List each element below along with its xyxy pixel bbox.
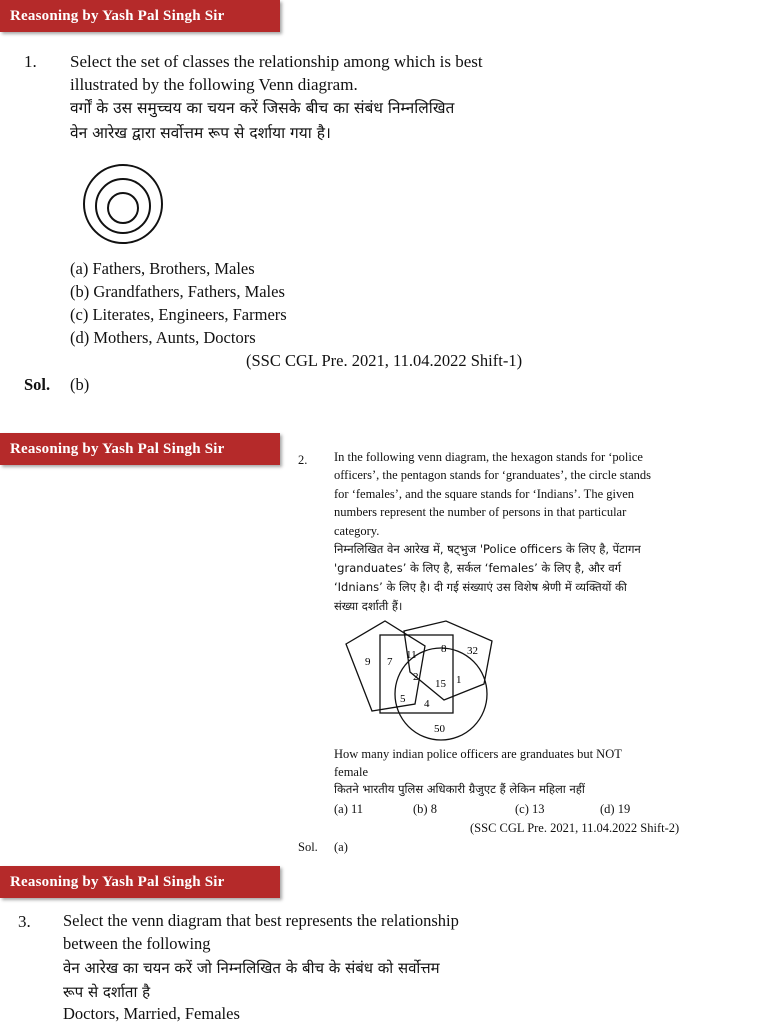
header-banner: Reasoning by Yash Pal Singh Sir [0,433,280,465]
shapes-venn-diagram [340,616,500,742]
exam-source: (SSC CGL Pre. 2021, 11.04.2022 Shift-1) [246,351,523,370]
region-label: 8 [441,643,447,655]
region-label: 7 [387,656,393,668]
option-d: (d) 19 [600,802,631,816]
question-prompt-hindi: कितने भारतीय पुलिस अधिकारी ग्रैजुएट हैं लेकिन महिला नहीं [334,782,585,796]
header-banner: Reasoning by Yash Pal Singh Sir [0,0,280,32]
question-text-hindi: वेन आरेख द्वारा सर्वोत्तम रूप से दर्शाया गया है। [70,124,331,142]
question-prompt: female [334,765,369,779]
question-text: category. [334,524,380,538]
region-label: 5 [400,693,406,705]
question-text-hindi: संख्या दर्शाती हैं। [334,599,403,613]
question-classes: Doctors, Married, Females [63,1004,240,1023]
question-text: numbers represent the number of persons in that particular [334,505,627,519]
question-text: for ‘females’, and the square stands for ‘Indians’. The given [334,487,635,501]
question-text: Select the venn diagram that best represents the relationship [63,911,459,930]
option-c: (c) Literates, Engineers, Farmers [70,305,287,324]
question-prompt: How many indian police officers are granduates but NOT [334,747,622,761]
option-b: (b) Grandfathers, Fathers, Males [70,282,285,301]
option-c: (c) 13 [515,802,545,816]
question-text: In the following venn diagram, the hexagon stands for ‘police [334,450,643,464]
question-text-hindi: वर्गों के उस समुच्चय का चयन करें जिसके बीच का संबंध निम्नलिखित [70,99,455,117]
solution-answer: (b) [70,375,90,394]
region-label: 2 [413,671,419,683]
option-a: (a) Fathers, Brothers, Males [70,259,255,278]
option-d: (d) Mothers, Aunts, Doctors [70,328,256,347]
option-b: (b) 8 [413,802,437,816]
solution-label: Sol. [24,375,51,394]
region-label: 4 [424,698,430,710]
inner-circle [108,193,138,223]
question-number: 1. [24,52,37,71]
region-label: 50 [434,723,445,735]
question-text: between the following [63,934,211,953]
region-label: 32 [467,645,478,657]
question-text-hindi: रूप से दर्शाता है [63,983,151,1001]
solution-answer: (a) [334,840,348,854]
region-label: 9 [365,656,371,668]
question-text: illustrated by the following Venn diagram. [70,75,358,94]
question-number: 3. [18,912,31,931]
exam-source: (SSC CGL Pre. 2021, 11.04.2022 Shift-2) [470,821,680,835]
middle-circle [96,179,150,233]
option-a: (a) 11 [334,802,364,816]
region-label: 11 [406,649,417,661]
concentric-circles-diagram [82,155,164,255]
header-banner: Reasoning by Yash Pal Singh Sir [0,866,280,898]
question-text-hindi: ‘Idnians’ के लिए है। दी गई संख्याएं उस विशेष श्रेणी में व्यक्तियों की [334,580,627,594]
question-number: 2. [298,453,308,467]
question-text: officers’, the pentagon stands for ‘granduates’, the circle stands [334,468,652,482]
question-text-hindi: 'granduates’ के लिए है, सर्कल ‘females’ के लिए है, और वर्ग [334,561,622,575]
question-text-hindi: वेन आरेख का चयन करें जो निम्नलिखित के बीच के संबंध को सर्वोत्तम [63,959,440,977]
region-label: 1 [456,674,462,686]
question-text-hindi: निम्नलिखित वेन आरेख में, षट्भुज 'Police officers के लिए है, पेंटागन [334,542,641,556]
question-text: Select the set of classes the relationship among which is best [70,52,483,71]
solution-label: Sol. [298,840,318,854]
region-label: 15 [435,678,446,690]
